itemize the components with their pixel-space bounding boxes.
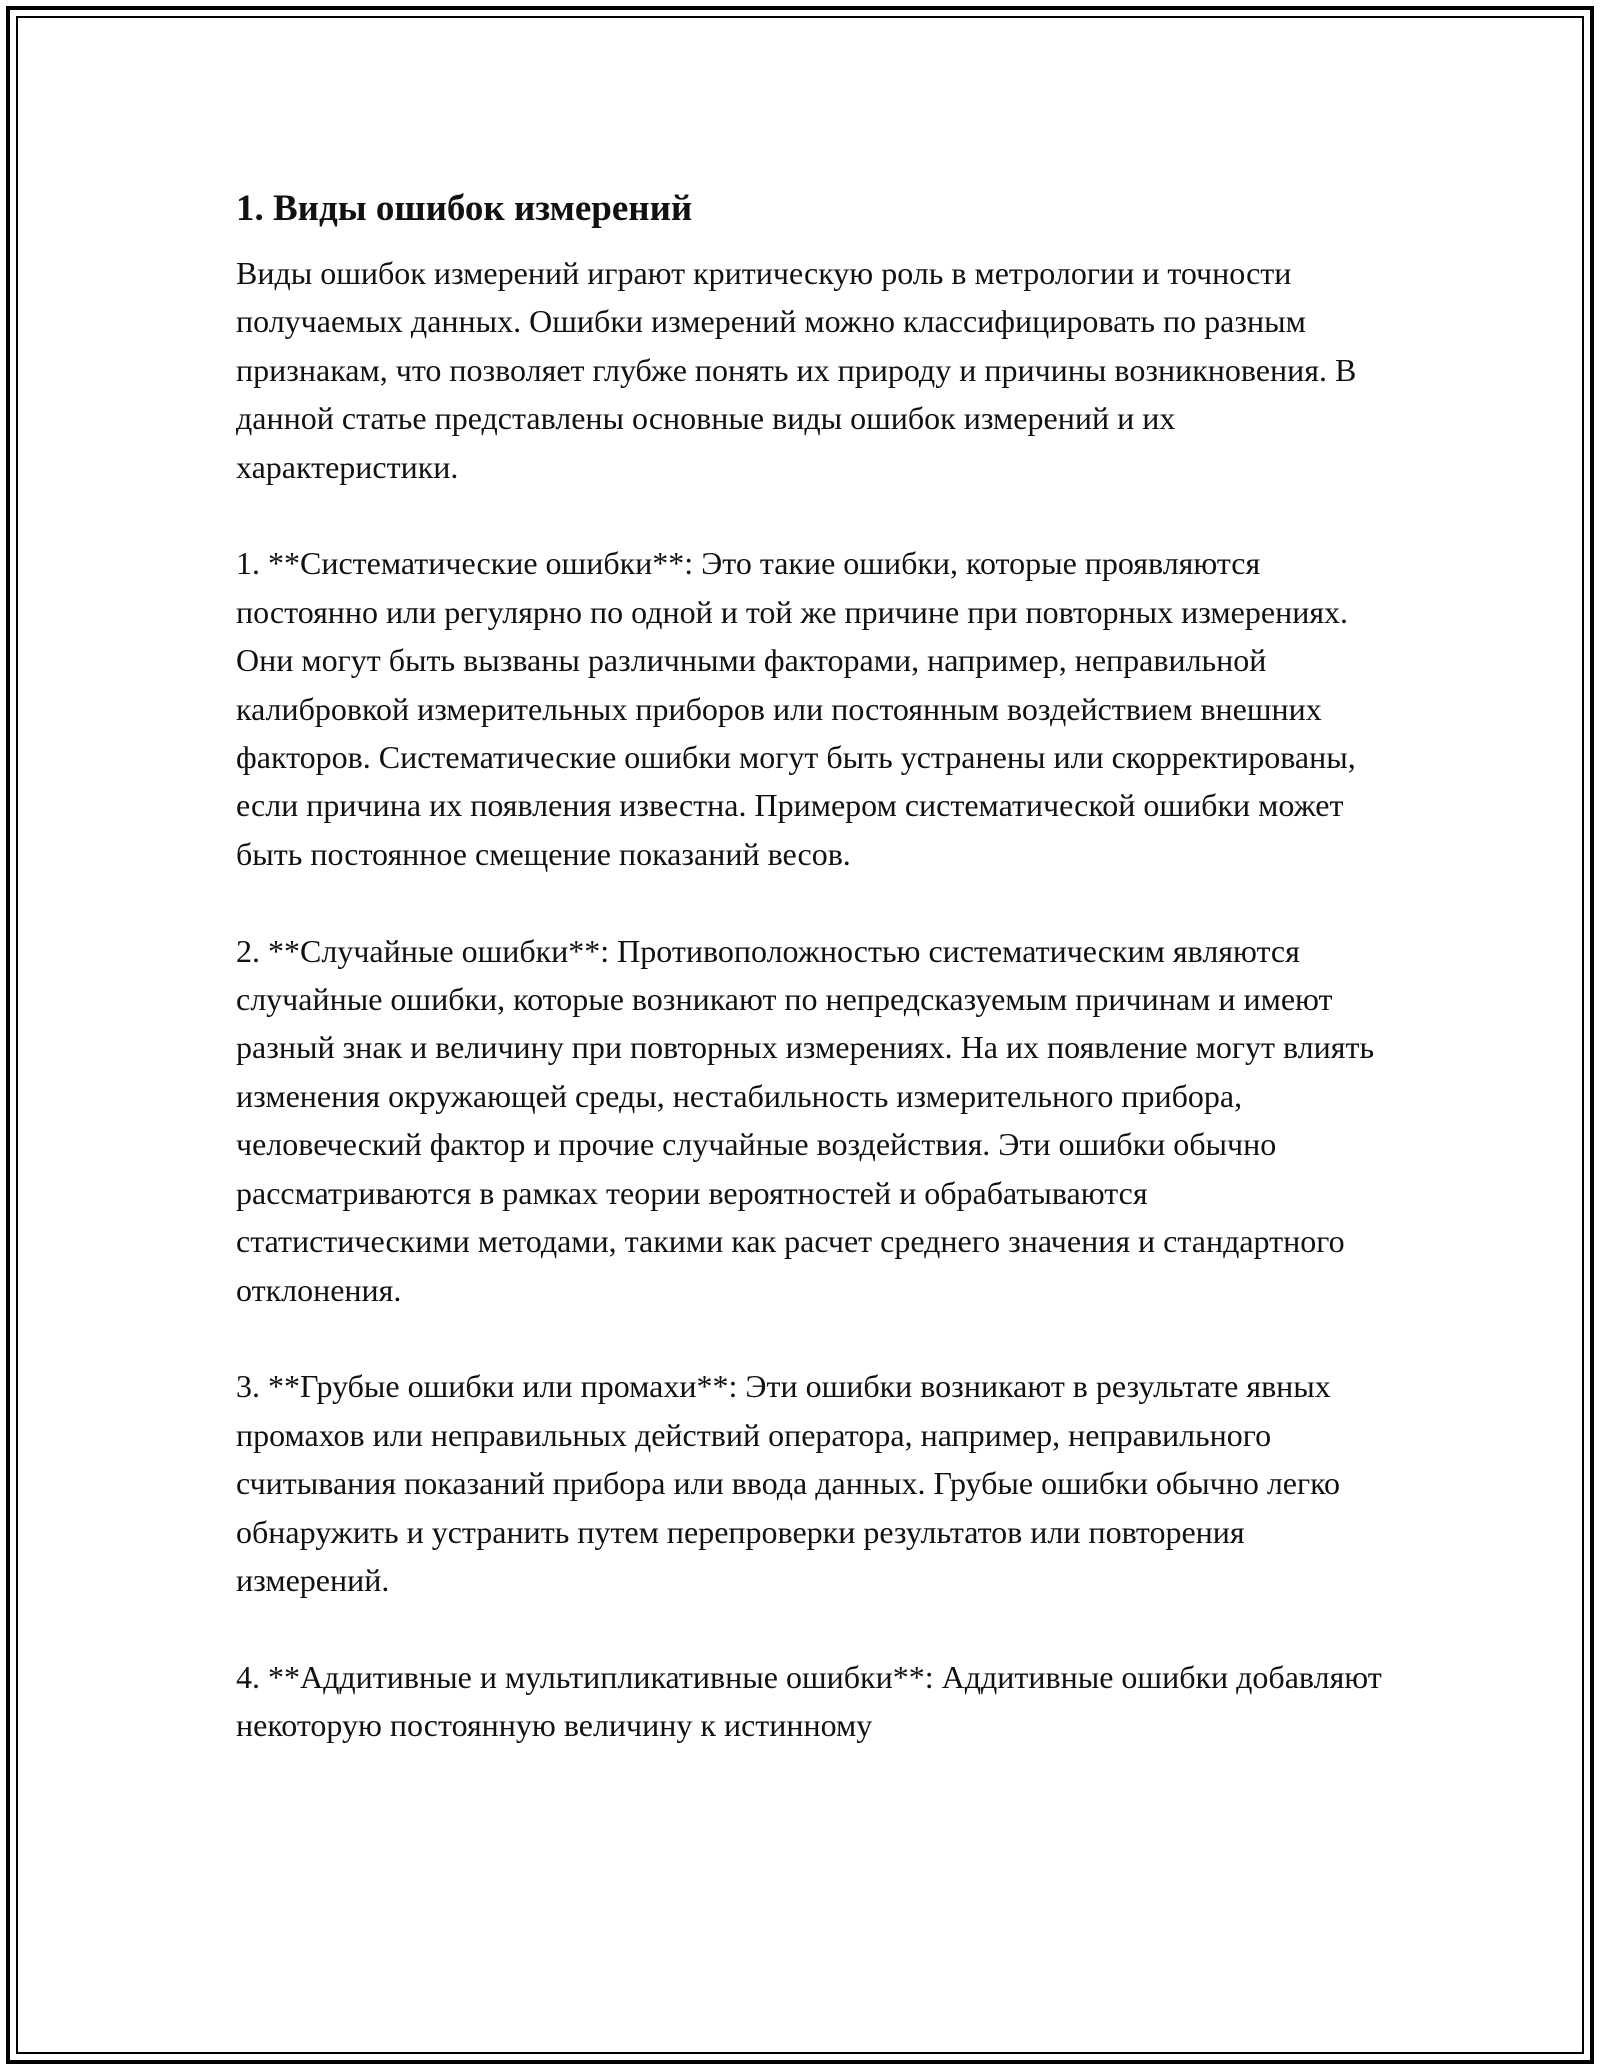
section-title: 1. Виды ошибок измерений [236,188,693,229]
list-item-systematic-errors: 1. **Систематические ошибки**: Это такие ошибки, которые проявляются постоянно или регулярно по одной и той же причине при повторных измерениях. Они могут быть вызваны различными факторами, например, неправильной калибровкой измерительных приборов или постоянным воздействием внешних факторов. Систематические ошибки могут быть устранены или скорректированы, если причина их появления известна. Примером систематической ошибки может быть постоянное смещение показаний весов. [236,545,1356,872]
list-item-gross-errors: 3. **Грубые ошибки или промахи**: Эти ошибки возникают в результате явных промахов или неправильных действий оператора, например, неправильного считывания показаний прибора или ввода данных. Грубые ошибки обычно легко обнаружить и устранить путем перепроверки результатов или повторения измерений. [236,1368,1341,1598]
document-page [236,185,1386,1798]
list-item-random-errors: 2. **Случайные ошибки**: Противоположностью систематическим являются случайные ошибки, которые возникают по непредсказуемым причинам и имеют разный знак и величину при повторных измерениях. На их появление могут влиять изменения окружающей среды, нестабильность измерительного прибора, человеческий фактор и прочие случайные воздействия. Эти ошибки обычно рассматриваются в рамках теории вероятностей и обрабатываются статистическими методами, такими как расчет среднего значения и стандартного отклонения. [236,932,1375,1308]
list-item-additive-multiplicative-errors: 4. **Аддитивные и мультипликативные ошибки**: Аддитивные ошибки добавляют некоторую постоянную величину к истинному [236,1658,1382,1744]
intro-paragraph: Виды ошибок измерений играют критическую роль в метрологии и точности получаемых данных. Ошибки измерений можно классифицировать по разным признакам, что позволяет глубже понять их природу и причины возникновения. В данной статье представлены основные виды ошибок измерений и их характеристики. [236,255,1357,485]
